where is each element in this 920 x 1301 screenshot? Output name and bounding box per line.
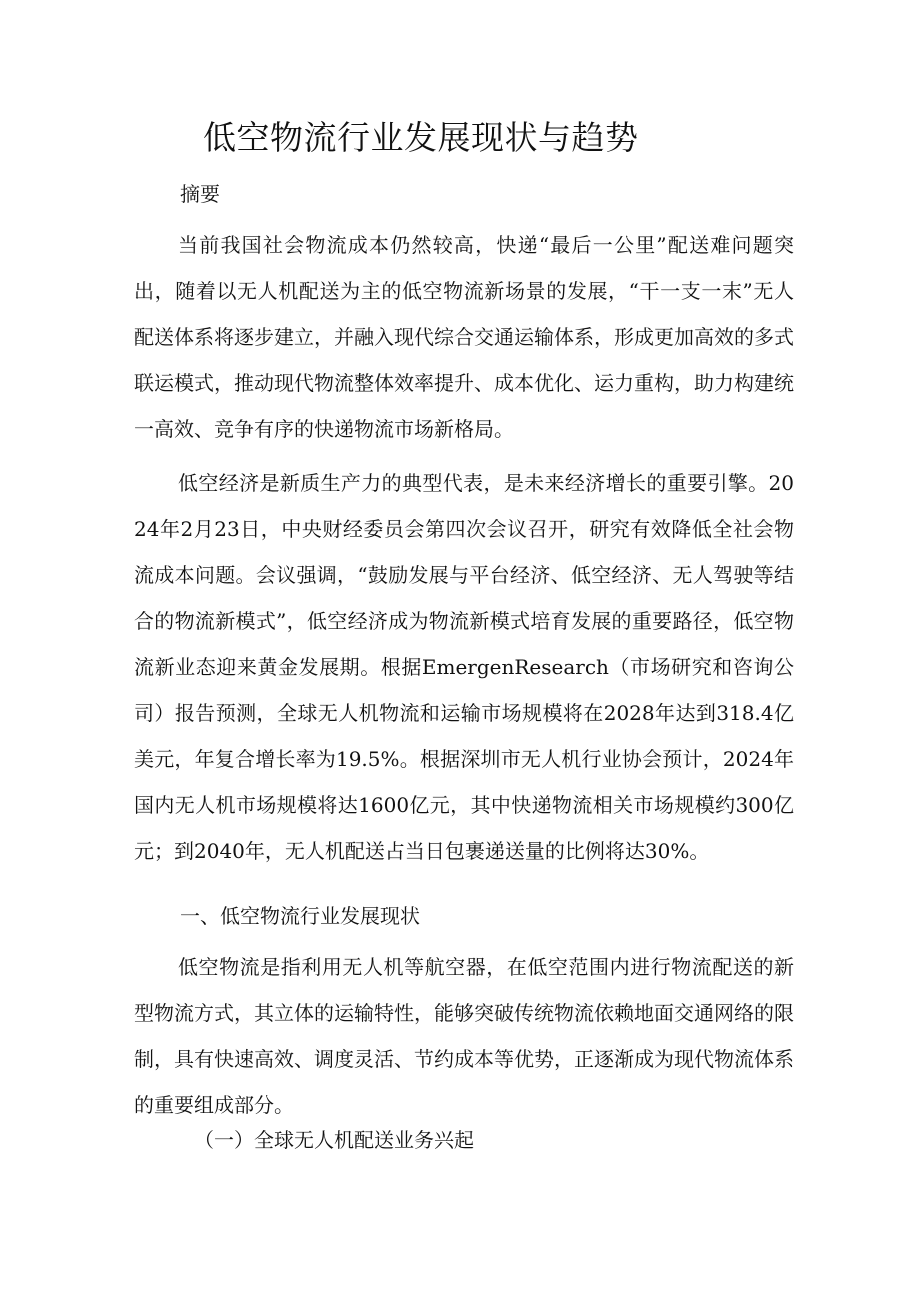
section-heading: 一、低空物流行业发展现状 — [180, 904, 420, 928]
abstract-paragraph-2: 低空经济是新质生产力的典型代表，是未来经济增长的重要引擎。2024年2月23日，中央财经委员会第四次会议召开，研究有效降低全社会物流成本问题。会议强调，“鼓励发展与平台经济、低空经济、无人驾驶等结合的物流新模式”，低空经济成为物流新模式培育发展的重要路径，低空物流新业态迎来黄金发展期。根据EmergenResearch（市场研究和咨询公司）报告预测，全球无人机物流和运输市场规模将在2028年达到318.4亿美元，年复合增长率为19.5%。根据深圳市无人机行业协会预计，2024年国内无人机市场规模将达1600亿元，其中快递物流相关市场规模约300亿元；到2040年，无人机配送占当日包裹递送量的比例将达30%。 — [134, 471, 794, 863]
subsection-heading: （一）全球无人机配送业务兴起 — [194, 1128, 474, 1152]
document-title: 低空物流行业发展现状与趋势 — [203, 118, 639, 157]
abstract-paragraph-1: 当前我国社会物流成本仍然较高，快递“最后一公里”配送难问题突出，随着以无人机配送为主的低空物流新场景的发展，“干一支一末”无人配送体系将逐步建立，并融入现代综合交通运输体系，形成更加高效的多式联运模式，推动现代物流整体效率提升、成本优化、运力重构，助力构建统一高效、竞争有序的快递物流市场新格局。 — [134, 233, 794, 441]
section-paragraph: 低空物流是指利用无人机等航空器，在低空范围内进行物流配送的新型物流方式，其立体的运输特性，能够突破传统物流依赖地面交通网络的限制，具有快速高效、调度灵活、节约成本等优势，正逐渐成为现代物流体系的重要组成部分。 — [134, 955, 794, 1117]
abstract-label: 摘要 — [180, 182, 220, 206]
